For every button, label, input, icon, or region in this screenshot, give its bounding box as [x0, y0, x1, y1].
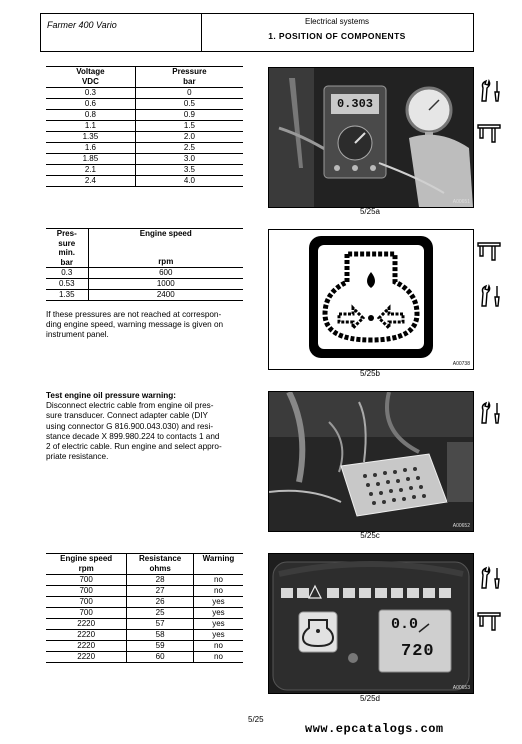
table-cell: yes [193, 630, 243, 641]
table-cell: 700 [46, 575, 127, 586]
column-header: ohms [127, 564, 194, 575]
table-cell: 700 [46, 586, 127, 597]
figure-5-25c-photo [268, 391, 474, 532]
table-cell: 60 [127, 652, 194, 663]
page-title: 1. POSITION OF COMPONENTS [268, 31, 406, 41]
table-cell: 2.5 [135, 143, 243, 154]
column-header: Pressure [135, 67, 243, 78]
column-header [193, 564, 243, 575]
table-cell: 1.5 [135, 121, 243, 132]
figure-5-25b-symbol [268, 229, 474, 370]
table-cell: 600 [88, 268, 243, 279]
test-instructions [46, 391, 261, 462]
caliper-icon [476, 120, 502, 146]
table-cell: 25 [127, 608, 194, 619]
table-cell: no [193, 652, 243, 663]
table-row [46, 143, 243, 154]
table-cell: yes [193, 597, 243, 608]
multimeter-photo [269, 68, 473, 207]
table-cell: 700 [46, 608, 127, 619]
table-cell: yes [193, 608, 243, 619]
table-cell: 0.9 [135, 110, 243, 121]
oil-pressure-warning-icon [269, 230, 473, 369]
note-line: ding engine speed, warning message is given on [46, 320, 224, 330]
table-cell: 0.3 [46, 268, 88, 279]
header-line: min. [58, 248, 75, 257]
table-row [46, 597, 243, 608]
figure-code: A00653 [452, 685, 470, 691]
table-row [46, 110, 243, 121]
caliper-icon [476, 608, 502, 634]
instrument-panel-photo [269, 554, 473, 693]
table-cell: 2400 [88, 290, 243, 301]
page-number: 5/25 [248, 715, 264, 724]
header-doc-cell [41, 14, 202, 51]
figure-5-25a-photo [268, 67, 474, 208]
table-cell: 26 [127, 597, 194, 608]
figure-code: A00738 [452, 361, 470, 367]
instruction-line: priate resistance. [46, 452, 109, 462]
table-cell: 27 [127, 586, 194, 597]
column-header [46, 229, 88, 268]
wrench-screwdriver-icon [478, 78, 504, 104]
pressure-note [46, 310, 256, 341]
caliper-icon [476, 238, 502, 264]
column-header: Voltage [46, 67, 135, 78]
table-cell: 2.1 [46, 165, 135, 176]
table-row [46, 88, 243, 99]
lcd-bottom-reading: 720 [401, 642, 435, 661]
table-cell: 0.5 [135, 99, 243, 110]
table-cell: 1.6 [46, 143, 135, 154]
wrench-screwdriver-icon [478, 283, 504, 309]
table-row [46, 176, 243, 187]
table-cell: no [193, 641, 243, 652]
note-line: instrument panel. [46, 330, 109, 340]
document-title: Farmer 400 Vario [47, 20, 117, 30]
figure-caption: 5/25b [359, 369, 381, 378]
table-cell: 0.3 [46, 88, 135, 99]
note-line: If these pressures are not reached at correspon- [46, 310, 222, 319]
pressure-engine-speed-table [46, 228, 243, 301]
table-cell: 2220 [46, 619, 127, 630]
instruction-line: Disconnect electric cable from engine oil pres- [46, 401, 214, 411]
column-header: bar [135, 77, 243, 88]
table-row [46, 290, 243, 301]
table-cell: 3.5 [135, 165, 243, 176]
table-row [46, 630, 243, 641]
table-row [46, 652, 243, 663]
table-row [46, 99, 243, 110]
column-header [88, 229, 243, 268]
table-cell: 2220 [46, 641, 127, 652]
figure-caption: 5/25a [359, 207, 381, 216]
table-cell: 0.6 [46, 99, 135, 110]
table-cell: 1.35 [46, 132, 135, 143]
header-line: Pres- [56, 229, 77, 238]
table-cell: 2.4 [46, 176, 135, 187]
table-row [46, 121, 243, 132]
instruction-line: using connector G 816.900.043.030) and resi- [46, 421, 214, 431]
column-header: Warning [193, 554, 243, 565]
header-line: Engine speed [139, 229, 192, 238]
test-heading: Test engine oil pressure warning: [46, 391, 176, 400]
meter-reading: 0.303 [336, 97, 373, 111]
instruction-line: 2 of electric cable. Run engine and select appro- [46, 442, 222, 452]
column-header: Engine speed [46, 554, 127, 565]
table-cell: 57 [127, 619, 194, 630]
table-cell: 700 [46, 597, 127, 608]
resistance-warning-table [46, 553, 243, 663]
table-cell: 1000 [88, 279, 243, 290]
table-cell: 0.53 [46, 279, 88, 290]
table-cell: 2.0 [135, 132, 243, 143]
header-line: rpm [158, 257, 174, 266]
figure-caption: 5/25d [359, 694, 381, 703]
lcd-top-reading: 0.0 [391, 616, 419, 633]
table-row [46, 268, 243, 279]
page-header [40, 13, 474, 52]
table-cell: 2220 [46, 652, 127, 663]
table-cell: no [193, 575, 243, 586]
header-line: bar [60, 257, 73, 267]
table-cell: yes [193, 619, 243, 630]
figure-code: A00652 [452, 523, 470, 529]
table-cell: 0.8 [46, 110, 135, 121]
table-cell: 28 [127, 575, 194, 586]
table-cell: 59 [127, 641, 194, 652]
figure-5-25d-photo [268, 553, 474, 694]
voltage-pressure-table [46, 66, 243, 187]
table-row [46, 641, 243, 652]
table-cell: 58 [127, 630, 194, 641]
table-cell: no [193, 586, 243, 597]
table-row [46, 165, 243, 176]
table-cell: 4.0 [135, 176, 243, 187]
figure-code: A00651 [452, 199, 470, 205]
table-row [46, 132, 243, 143]
table-row [46, 279, 243, 290]
table-row [46, 619, 243, 630]
instruction-line: stance decade X 899.980.224 to contacts 1 and [46, 431, 220, 441]
table-cell: 2220 [46, 630, 127, 641]
table-row [46, 608, 243, 619]
instruction-line: sure transducer. Connect adapter cable (DIY [46, 411, 209, 421]
table-cell: 3.0 [135, 154, 243, 165]
figure-caption: 5/25c [360, 531, 380, 540]
watermark-site: www.epcatalogs.com [305, 722, 444, 736]
column-header: Resistance [127, 554, 194, 565]
wrench-screwdriver-icon [478, 565, 504, 591]
resistance-decade-photo [269, 392, 473, 531]
column-header: rpm [46, 564, 127, 575]
table-cell: 0 [135, 88, 243, 99]
table-cell: 1.1 [46, 121, 135, 132]
table-row [46, 154, 243, 165]
table-cell: 1.35 [46, 290, 88, 301]
column-header: VDC [46, 77, 135, 88]
wrench-screwdriver-icon [478, 400, 504, 426]
table-row [46, 586, 243, 597]
table-cell: 1.85 [46, 154, 135, 165]
table-row [46, 575, 243, 586]
section-name: Electrical systems [304, 17, 369, 26]
header-line: sure [58, 238, 76, 248]
